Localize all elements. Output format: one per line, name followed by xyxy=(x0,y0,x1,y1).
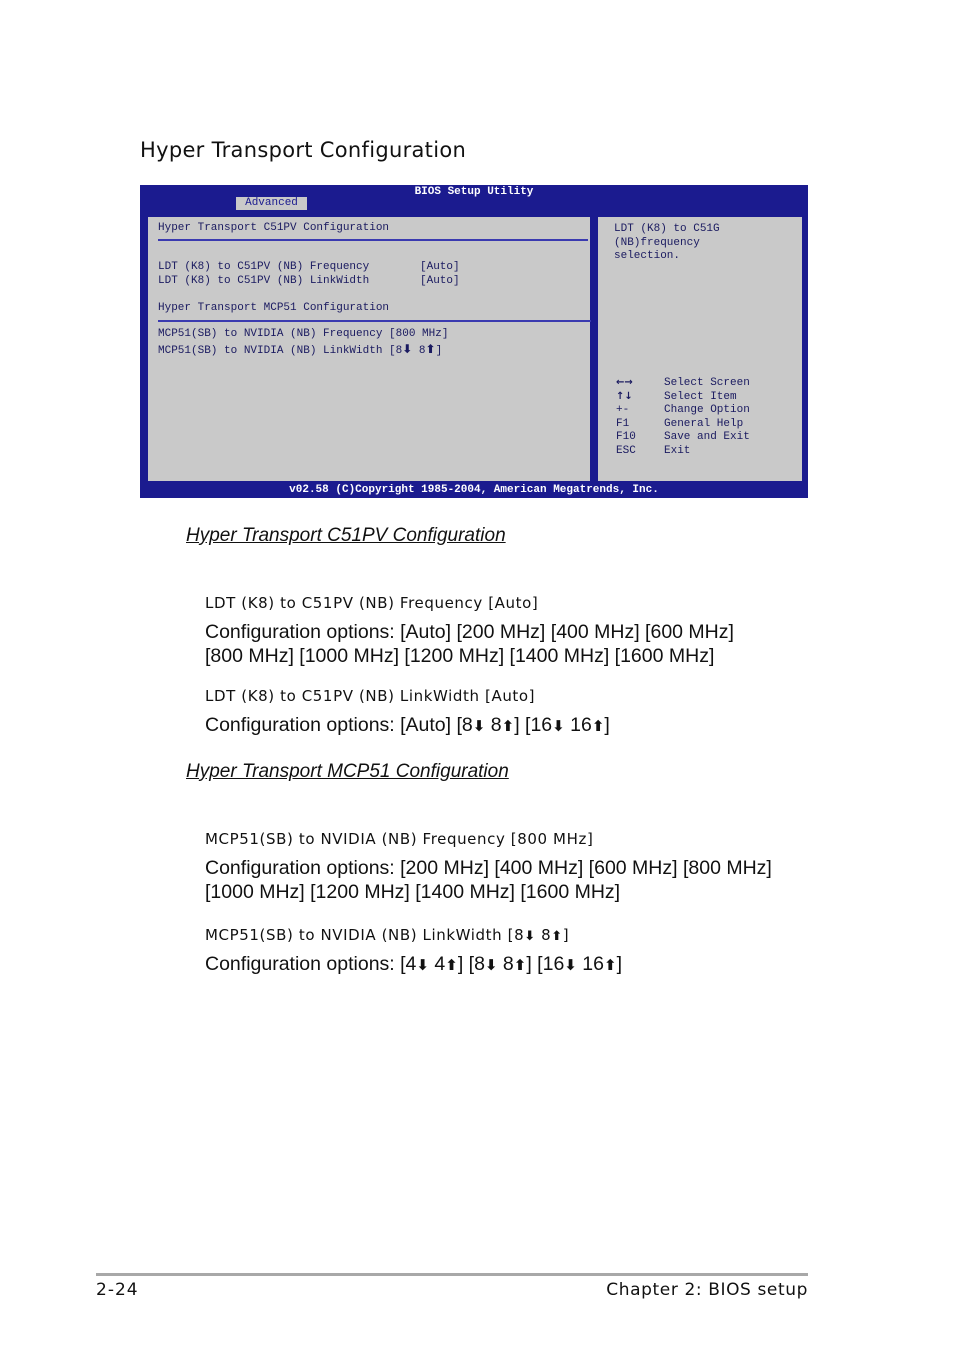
arrow-up-icon: ⬆ xyxy=(513,956,527,974)
page-number: 2-24 xyxy=(96,1280,139,1300)
item-ldt-linkwidth-options: Configuration options: [Auto] [8⬇ 8⬆] [16⬇ 16⬆] xyxy=(205,714,610,736)
bios-value-ldt-frequency[interactable]: [Auto] xyxy=(420,261,460,273)
item-mcp51-linkwidth-options: Configuration options: [4⬇ 4⬆] [8⬇ 8⬆] [16⬇ 16⬆] xyxy=(205,953,622,975)
tab-advanced[interactable]: Advanced xyxy=(236,197,307,210)
key-legend-action: Save and Exit xyxy=(664,431,750,443)
help-text-line: (NB)frequency xyxy=(614,237,700,249)
key-legend-row xyxy=(616,431,750,443)
footer-rule xyxy=(96,1273,808,1276)
chapter-title: Chapter 2: BIOS setup xyxy=(606,1280,808,1300)
arrow-up-icon: ⬆ xyxy=(591,717,605,735)
section-underline xyxy=(158,320,591,322)
bios-section-mcp51: Hyper Transport MCP51 Configuration xyxy=(158,302,390,314)
key-legend-key: F1 xyxy=(616,417,630,430)
key-legend-key: ←→ xyxy=(616,377,633,388)
key-legend-row xyxy=(616,418,743,430)
bios-value-ldt-linkwidth[interactable]: [Auto] xyxy=(420,275,460,287)
arrow-down-icon: ⬇ xyxy=(524,929,536,944)
arrow-down-icon: ⬇ xyxy=(484,956,498,974)
key-legend-row xyxy=(616,377,750,389)
arrow-down-icon: ⬇ xyxy=(472,717,486,735)
item-ldt-frequency-label: LDT (K8) to C51PV (NB) Frequency [Auto] xyxy=(205,594,539,612)
bios-row-ldt-frequency[interactable]: LDT (K8) to C51PV (NB) Frequency xyxy=(158,261,370,273)
key-legend-action: Select Screen xyxy=(664,377,750,389)
key-legend-row xyxy=(616,391,737,403)
mcp51-heading: Hyper Transport MCP51 Configuration xyxy=(186,761,509,782)
bios-footer: v02.58 (C)Copyright 1985-2004, American Megatrends, Inc. xyxy=(289,484,659,496)
key-legend-key: ↑↓ xyxy=(616,390,633,402)
item-ldt-frequency-options: Configuration options: [Auto] [200 MHz] [400 MHz] [600 MHz] [800 MHz] [1000 MHz] [1200 MHz] [1400 MHz] [1600 MHz] xyxy=(205,621,734,667)
key-legend-action: Select Item xyxy=(664,390,737,403)
bios-row-mcp51-linkwidth[interactable]: MCP51(SB) to NVIDIA (NB) LinkWidth [8⬇ 8⬆] xyxy=(158,342,443,357)
bios-section-c51pv: Hyper Transport C51PV Configuration xyxy=(158,222,390,234)
key-legend-action: Exit xyxy=(664,444,691,457)
section-underline xyxy=(158,239,588,241)
arrow-down-icon: ⬇ xyxy=(402,342,413,356)
help-text-line: selection. xyxy=(614,250,681,262)
key-legend-key: F10 xyxy=(616,431,636,443)
bios-row-ldt-linkwidth[interactable]: LDT (K8) to C51PV (NB) LinkWidth xyxy=(158,275,370,287)
arrow-up-icon: ⬆ xyxy=(425,342,436,356)
key-legend-row xyxy=(616,404,750,416)
arrow-up-icon: ⬆ xyxy=(551,929,563,944)
item-mcp51-linkwidth-label: MCP51(SB) to NVIDIA (NB) LinkWidth [8⬇ 8⬆] xyxy=(205,926,570,944)
item-ldt-linkwidth-label: LDT (K8) to C51PV (NB) LinkWidth [Auto] xyxy=(205,687,536,705)
bios-help-panel xyxy=(596,215,804,483)
arrow-up-icon: ⬆ xyxy=(445,956,458,974)
arrow-up-icon: ⬆ xyxy=(501,717,515,735)
page-title: Hyper Transport Configuration xyxy=(140,138,467,162)
key-legend-action: General Help xyxy=(664,417,744,430)
key-legend-action: Change Option xyxy=(664,404,750,416)
arrow-up-icon: ⬆ xyxy=(603,956,617,974)
bios-settings-panel xyxy=(146,215,592,483)
bios-row-mcp51-frequency[interactable]: MCP51(SB) to NVIDIA (NB) Frequency [800 MHz] xyxy=(158,328,449,340)
item-mcp51-frequency-options: Configuration options: [200 MHz] [400 MHz] [600 MHz] [800 MHz] [1000 MHz] [1200 MHz] [1400 MHz] [1600 MHz] xyxy=(205,857,772,903)
bios-title: BIOS Setup Utility xyxy=(414,186,534,198)
key-legend-key: +- xyxy=(616,404,630,416)
arrow-down-icon: ⬇ xyxy=(552,717,565,735)
help-text-line: LDT (K8) to C51G xyxy=(614,223,720,235)
key-legend-key: ESC xyxy=(616,444,636,457)
arrow-down-icon: ⬇ xyxy=(416,956,429,974)
arrow-down-icon: ⬇ xyxy=(564,956,577,974)
key-legend-row xyxy=(616,445,690,457)
bios-screen xyxy=(140,185,808,498)
item-mcp51-frequency-label: MCP51(SB) to NVIDIA (NB) Frequency [800 MHz] xyxy=(205,830,594,848)
c51pv-heading: Hyper Transport C51PV Configuration xyxy=(186,525,506,546)
